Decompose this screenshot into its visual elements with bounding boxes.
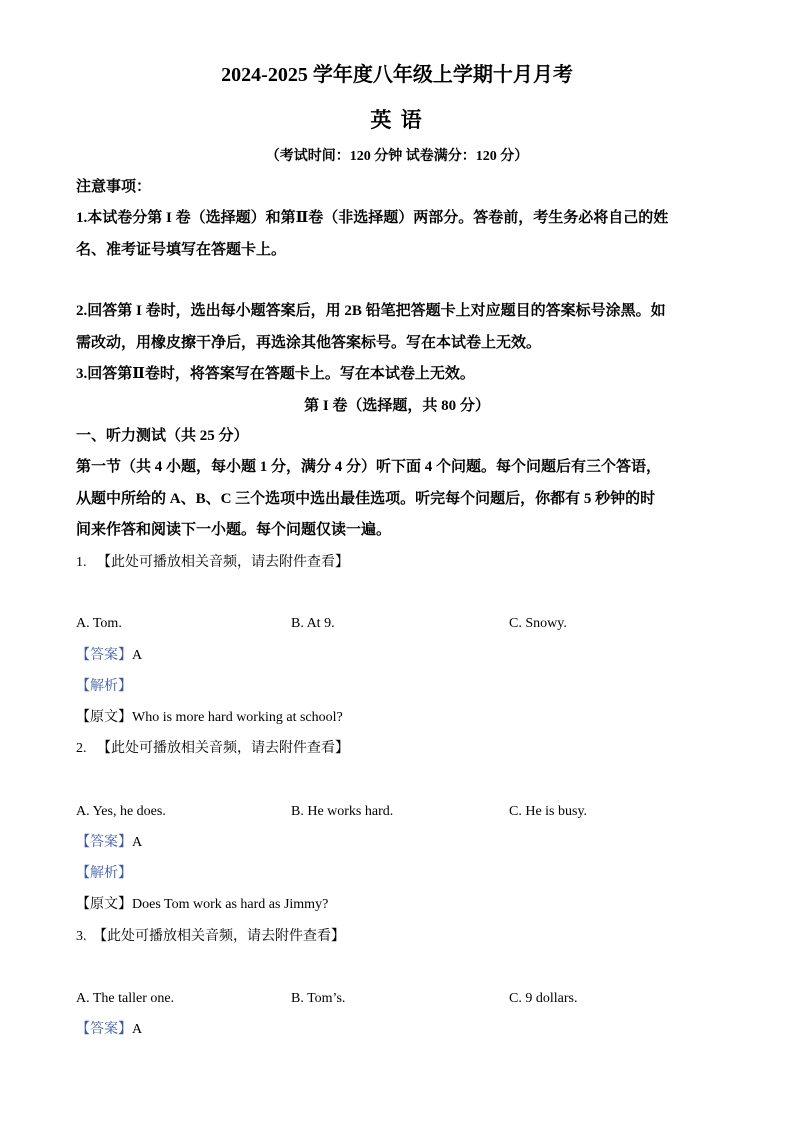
transcript-label: 【原文】	[76, 710, 132, 725]
transcript-line	[76, 895, 328, 915]
section-title: 第 I 卷（选择题，共 80 分）	[304, 398, 490, 414]
answer-value: A	[132, 648, 143, 663]
answer-label: 【答案】	[76, 1022, 132, 1037]
answer-line	[76, 833, 142, 853]
subject-title: 英 语	[370, 108, 424, 132]
notes-heading: 注意事项：	[76, 179, 152, 195]
audio-prompt[interactable]: 【此处可播放相关音频，请去附件查看】	[93, 929, 345, 944]
answer-label: 【答案】	[76, 648, 132, 663]
note-line-1-cont: 名、准考证号填写在答题卡上。	[76, 242, 287, 258]
option-b: B. He works hard.	[291, 804, 394, 819]
transcript-text: Who is more hard working at school?	[132, 710, 343, 725]
option-b: B. At 9.	[291, 616, 335, 631]
transcript-label: 【原文】	[76, 897, 132, 912]
option-a: A. Yes, he does.	[76, 804, 166, 819]
note-line-2: 2.回答第 I 卷时，选出每小题答案后，用 2B 铅笔把答题卡上对应题目的答案标号涂黑。如	[76, 303, 666, 319]
answer-label: 【答案】	[76, 835, 132, 850]
answer-value: A	[132, 835, 143, 850]
note-line-3: 3.回答第Ⅱ卷时，将答案写在答题卡上。写在本试卷上无效。	[76, 366, 475, 382]
question-number: 1.	[76, 555, 87, 570]
audio-prompt[interactable]: 【此处可播放相关音频，请去附件查看】	[97, 741, 349, 756]
section-intro-line-3: 间来作答和阅读下一小题。每个问题仅读一遍。	[76, 522, 392, 538]
question-number: 2.	[76, 741, 87, 756]
option-a: A. The taller one.	[76, 991, 175, 1006]
question-number: 3.	[76, 929, 87, 944]
note-line-1: 1.本试卷分第 I 卷（选择题）和第Ⅱ卷（非选择题）两部分。答卷前，考生务必将自己的姓	[76, 210, 669, 226]
exam-info: （考试时间：120 分钟 试卷满分：120 分）	[265, 149, 529, 164]
transcript-line	[76, 708, 343, 728]
option-b: B. Tom’s.	[291, 991, 346, 1006]
option-c: C. He is busy.	[509, 804, 588, 819]
option-c: C. 9 dollars.	[509, 991, 578, 1006]
exam-title: 2024-2025 学年度八年级上学期十月月考	[221, 64, 573, 86]
section-intro-line-2: 从题中所给的 A、B、C 三个选项中选出最佳选项。听完每个问题后，你都有 5 秒钟的时	[76, 491, 656, 507]
analysis-label: 【解析】	[76, 679, 132, 694]
audio-prompt[interactable]: 【此处可播放相关音频，请去附件查看】	[97, 555, 349, 570]
part-title: 一、听力测试（共 25 分）	[76, 428, 249, 444]
option-a: A. Tom.	[76, 616, 122, 631]
answer-value: A	[132, 1022, 143, 1037]
answer-line	[76, 1020, 142, 1040]
analysis-label: 【解析】	[76, 866, 132, 881]
answer-line	[76, 646, 142, 666]
section-intro-line-1: 第一节（共 4 小题，每小题 1 分，满分 4 分）听下面 4 个问题。每个问题后有三个答语，	[76, 459, 662, 475]
transcript-text: Does Tom work as hard as Jimmy?	[132, 897, 329, 912]
note-line-2-cont: 需改动，用橡皮擦干净后，再选涂其他答案标号。写在本试卷上无效。	[76, 335, 542, 351]
option-c: C. Snowy.	[509, 616, 567, 631]
